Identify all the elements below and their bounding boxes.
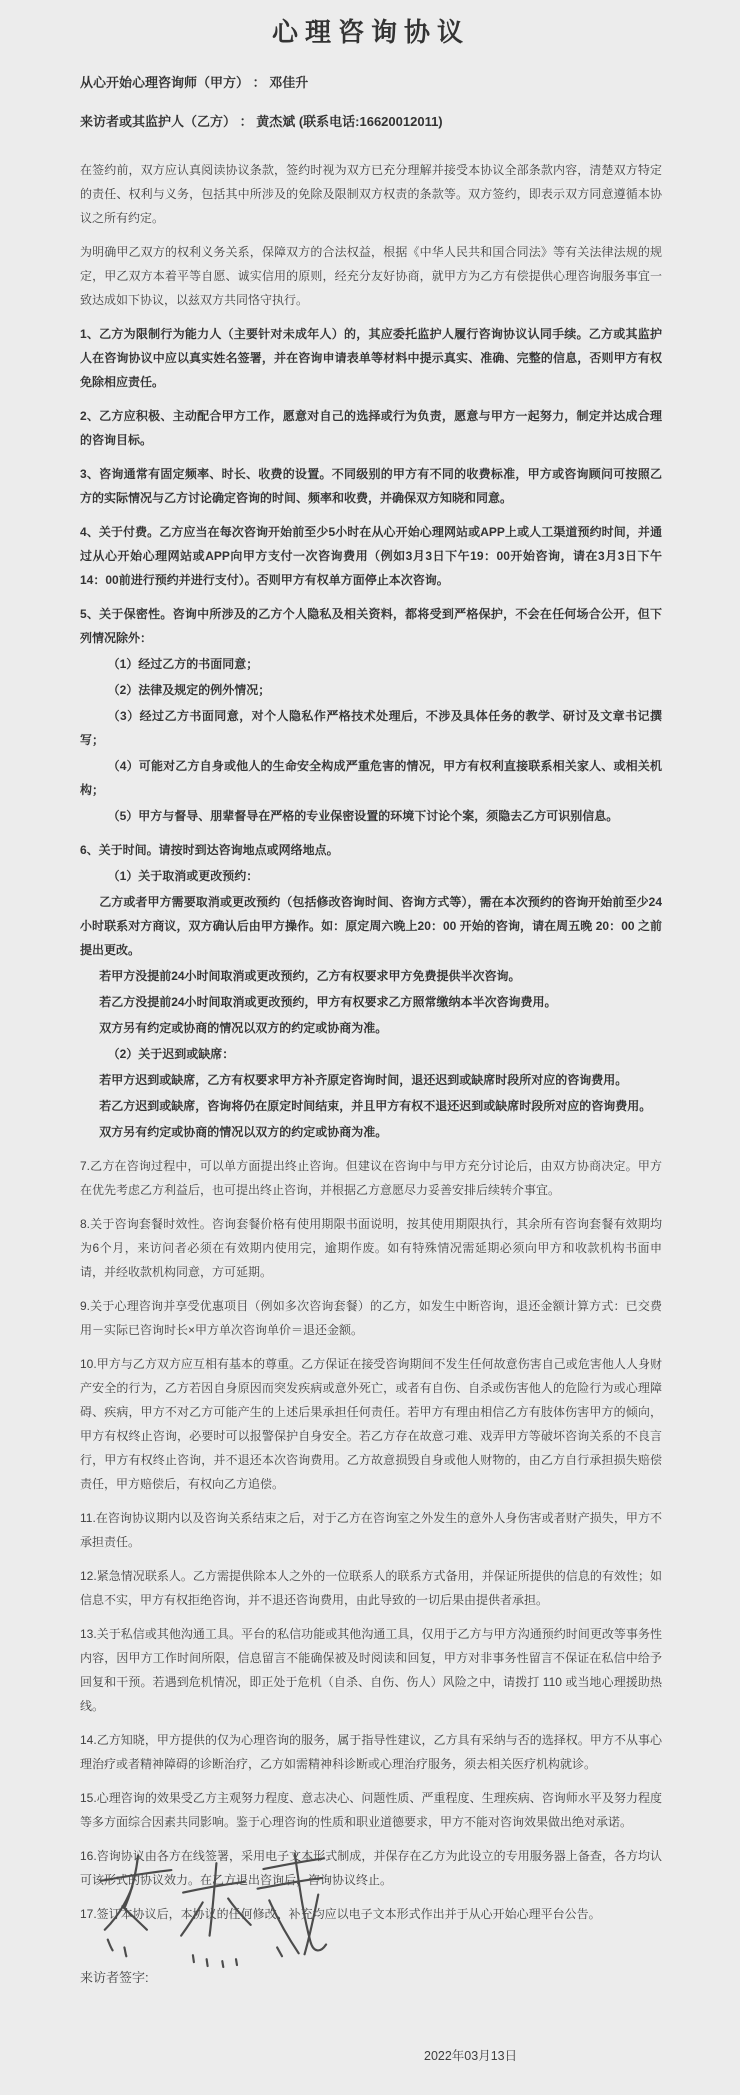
- agreement-paragraph-27: 11.在咨询协议期内以及咨询关系结束之后，对于乙方在咨询室之外发生的意外人身伤害或者财产损失，甲方不承担责任。: [80, 1511, 662, 1549]
- agreement-paragraph-31: 15.心理咨询的效果受乙方主观努力程度、意志决心、问题性质、严重程度、生理疾病、咨询师水平及努力程度等多方面综合因素共同影响。鉴于心理咨询的性质和职业道德要求，甲方不能对咨询效果做出绝对承诺。: [80, 1791, 662, 1829]
- agreement-paragraph-3: 1、乙方为限制行为能力人（主要针对未成年人）的，其应委托监护人履行咨询协议认同手续。乙方或其监护人在咨询协议中应以真实姓名签署，并在咨询申请表单等材料中提示真实、准确、完整的信息，否则甲方有权免除相应责任。: [80, 327, 662, 389]
- agreement-paragraph-33: 17.签订本协议后，本协议的任何修改、补充均应以电子文本形式作出并于从心开始心理平台公告。: [80, 1907, 601, 1921]
- agreement-paragraph-19: （2）关于迟到或缺席：: [107, 1047, 235, 1061]
- agreement-paragraph-18: 双方另有约定或协商的情况以双方的约定或协商为准。: [99, 1021, 388, 1035]
- agreement-paragraph-14: （1）关于取消或更改预约：: [107, 869, 259, 883]
- agreement-paragraph-30: 14.乙方知晓，甲方提供的仅为心理咨询的服务，属于指导性建议，乙方具有采纳与否的选择权。甲方不从事心理治疗或者精神障碍的诊断治疗，乙方如需精神科诊断或心理治疗服务，须去相关医疗机构就诊。: [80, 1733, 662, 1771]
- agreement-paragraph-25: 9.关于心理咨询并享受优惠项目（例如多次咨询套餐）的乙方，如发生中断咨询，退还金额计算方式：已交费用－实际已咨询时长×甲方单次咨询单价＝退还金额。: [80, 1299, 662, 1337]
- agreement-paragraph-7: 5、关于保密性。咨询中所涉及的乙方个人隐私及相关资料，都将受到严格保护，不会在任何场合公开，但下列情况除外：: [80, 607, 662, 645]
- agreement-paragraph-16: 若甲方没提前24小时间取消或更改预约，乙方有权要求甲方免费提供半次咨询。: [99, 969, 521, 983]
- agreement-paragraph-15: 乙方或者甲方需要取消或更改预约（包括修改咨询时间、咨询方式等），需在本次预约的咨询开始前至少24小时联系对方商议，双方确认后由甲方操作。如：原定周六晚上20：00 开始的咨询，请在周五晚 20：00 之前提出更改。: [80, 895, 662, 957]
- agreement-paragraph-22: 双方另有约定或协商的情况以双方的约定或协商为准。: [99, 1125, 388, 1139]
- agreement-paragraph-10: （3）经过乙方书面同意，对个人隐私作严格技术处理后，不涉及具体任务的教学、研讨及文章书记撰写；: [80, 709, 662, 747]
- agreement-paragraph-11: （4）可能对乙方自身或他人的生命安全构成严重危害的情况，甲方有权利直接联系相关家人、或相关机构；: [80, 759, 662, 797]
- agreement-paragraph-21: 若乙方迟到或缺席，咨询将仍在原定时间结束，并且甲方有权不退还迟到或缺席时段所对应的咨询费用。: [99, 1099, 652, 1113]
- agreement-paragraph-9: （2）法律及规定的例外情况；: [107, 683, 271, 697]
- agreement-date: 2022年03月13日: [424, 2049, 518, 2063]
- agreement-paragraph-17: 若乙方没提前24小时间取消或更改预约，甲方有权要求乙方照常缴纳本半次咨询费用。: [99, 995, 557, 1009]
- agreement-paragraph-32: 16.咨询协议由各方在线签署，采用电子文本形式制成，并保存在乙方为此设立的专用服务器上备查，各方均认可该形式的协议效力。在乙方退出咨询后，咨询协议终止。: [80, 1849, 662, 1887]
- agreement-paragraph-5: 3、咨询通常有固定频率、时长、收费的设置。不同级别的甲方有不同的收费标准，甲方或咨询顾问可按照乙方的实际情况与乙方讨论确定咨询的时间、频率和收费，并确保双方知晓和同意。: [80, 467, 662, 505]
- agreement-paragraph-23: 7.乙方在咨询过程中，可以单方面提出终止咨询。但建议在咨询中与甲方充分讨论后，由双方协商决定。甲方在优先考虑乙方利益后，也可提出终止咨询，并根据乙方意愿尽力妥善安排后续转介事宜。: [80, 1159, 662, 1197]
- agreement-paragraph-6: 4、关于付费。乙方应当在每次咨询开始前至少5小时在从心开始心理网站或APP上或人工渠道预约时间，并通过从心开始心理网站或APP向甲方支付一次咨询费用（例如3月3日下午19：00开始咨询，请在3月3日下午14：00前进行预约并进行支付）。否则甲方有权单方面停止本次咨询。: [80, 525, 662, 587]
- agreement-body: [80, 158, 662, 1926]
- party-counselor-line: 从心开始心理咨询师（甲方） ： 邓佳升: [80, 75, 309, 90]
- agreement-paragraph-8: （1）经过乙方的书面同意；: [107, 657, 259, 671]
- visitor-signature-label: 来访者签字:: [80, 1970, 149, 1985]
- agreement-paragraph-26: 10.甲方与乙方双方应互相有基本的尊重。乙方保证在接受咨询期间不发生任何故意伤害自己或危害他人人身财产安全的行为，乙方若因自身原因而突发疾病或意外死亡，或者有自伤、自杀或伤害他人的危险行为或心理障碍、疾病，甲方不对乙方可能产生的上述后果承担任何责任。若甲方有理由相信乙方有肢体伤害甲方的倾向，甲方有权终止咨询，必要时可以报警保护自身安全。若乙方存在故意刁难、戏弄甲方等破坏咨询关系的不良言行，甲方有权终止咨询，并不退还本次咨询费用。乙方故意损毁自身或他人财物的，由乙方自行承担损失赔偿责任，甲方赔偿后，有权向乙方追偿。: [80, 1357, 662, 1491]
- agreement-paragraph-2: 为明确甲乙双方的权利义务关系，保障双方的合法权益，根据《中华人民共和国合同法》等有关法律法规的规定，甲乙双方本着平等自愿、诚实信用的原则，经充分友好协商，就甲方为乙方有偿提供心理咨询服务事宜一致达成如下协议，以兹双方共同恪守执行。: [80, 245, 662, 307]
- agreement-paragraph-20: 若甲方迟到或缺席，乙方有权要求甲方补齐原定咨询时间，退还迟到或缺席时段所对应的咨询费用。: [99, 1073, 628, 1087]
- agreement-paragraph-24: 8.关于咨询套餐时效性。咨询套餐价格有使用期限书面说明，按其使用期限执行，其余所有咨询套餐有效期均为6个月，来访问者必须在有效期内使用完，逾期作废。如有特殊情况需延期必须向甲方和收款机构书面申请，并经收款机构同意，方可延期。: [80, 1217, 662, 1279]
- page-title: 心理咨询协议: [271, 17, 470, 47]
- agreement-paragraph-13: 6、关于时间。请按时到达咨询地点或网络地点。: [80, 843, 339, 857]
- party-client-line: 来访者或其监护人（乙方） ： 黄杰斌 (联系电话:16620012011): [80, 114, 443, 129]
- agreement-paragraph-29: 13.关于私信或其他沟通工具。平台的私信功能或其他沟通工具，仅用于乙方与甲方沟通预约时间更改等事务性内容，因甲方工作时间所限，信息留言不能确保被及时阅读和回复，甲方对非事务性留言不保证在私信中给予回复和干预。若遇到危机情况，即正处于危机（自杀、自伤、伤人）风险之中，请拨打 110 或当地心理援助热线。: [80, 1627, 662, 1713]
- signature-drawing-icon: [95, 1850, 330, 1990]
- agreement-paragraph-28: 12.紧急情况联系人。乙方需提供除本人之外的一位联系人的联系方式备用，并保证所提供的信息的有效性；如信息不实，甲方有权拒绝咨询，并不退还咨询费用，由此导致的一切后果由提供者承担。: [80, 1569, 662, 1607]
- handwritten-signature: [95, 1850, 330, 1990]
- agreement-paragraph-12: （5）甲方与督导、朋辈督导在严格的专业保密设置的环境下讨论个案，须隐去乙方可识别信息。: [107, 809, 619, 823]
- agreement-paragraph-1: 在签约前，双方应认真阅读协议条款，签约时视为双方已充分理解并接受本协议全部条款内容，清楚双方特定的责任、权利与义务，包括其中所涉及的免除及限制双方权责的条款等。双方签约，即表示双方同意遵循本协议之所有约定。: [80, 163, 662, 225]
- agreement-paragraph-4: 2、乙方应积极、主动配合甲方工作，愿意对自己的选择或行为负责，愿意与甲方一起努力，制定并达成合理的咨询目标。: [80, 409, 662, 447]
